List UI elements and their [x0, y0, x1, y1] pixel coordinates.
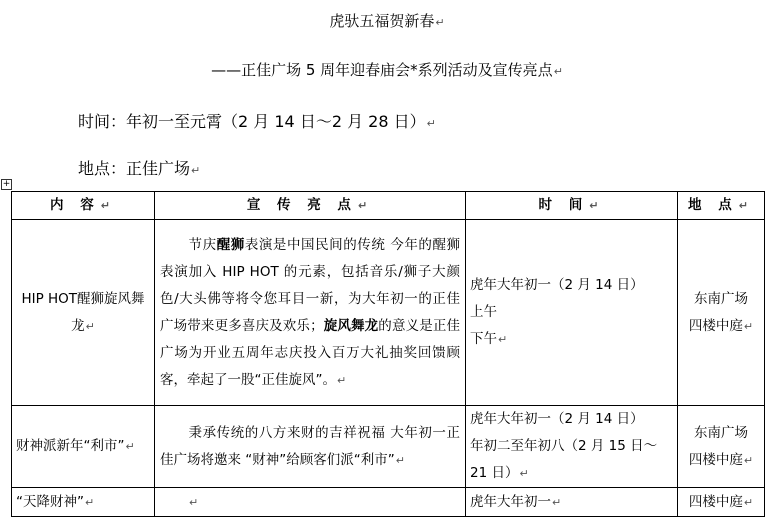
activity-name-text: “天降财神” [16, 493, 84, 510]
highlight-text: 表演是中国民间的传统 今年的醒狮表演加入 HIP HOT 的元素，包括音乐/狮子大颜色/大头佛等将令您耳目一新，为大年初一的正佳广场带来更多喜庆及欢乐； [160, 236, 461, 334]
activity-table [11, 191, 765, 517]
header-time: 时 间↵ [466, 192, 678, 220]
activity-highlights [155, 488, 466, 517]
paragraph-mark: ↵ [191, 164, 201, 177]
time-label: 时间： [78, 112, 127, 131]
place-label: 地点： [78, 159, 127, 178]
paragraph-mark: ↵ [125, 440, 135, 453]
highlight-text: 节庆 [188, 236, 217, 253]
place-value: 正佳广场 [126, 159, 191, 178]
activity-name-text: 财神派新年“利市” [16, 438, 125, 454]
time-line-text: 虎年大年初一（2 月 14 日） [470, 277, 644, 293]
time-value: 年初一至元霄（2 月 14 日～2 月 28 日） [126, 112, 426, 131]
highlight-text: 旋风舞龙 [323, 317, 379, 334]
place-line [78, 156, 200, 179]
place-line-text: 四楼中庭↵ [688, 493, 754, 510]
activity-place [678, 220, 765, 406]
place-line-text: 东南广场 [694, 290, 748, 307]
paragraph-mark: ↵ [743, 495, 754, 509]
activity-highlights [155, 406, 466, 488]
paragraph-mark: ↵ [553, 65, 563, 78]
place-line-text: 四楼中庭↵ [688, 317, 754, 334]
paragraph-mark: ↵ [435, 16, 445, 29]
paragraph-mark: ↵ [337, 373, 347, 387]
activity-name-text: HIP HOT醒狮旋风舞龙 [21, 290, 145, 334]
paragraph-mark: ↵ [498, 333, 508, 346]
table-row [12, 220, 765, 406]
table-move-handle-icon[interactable]: + [2, 179, 11, 189]
highlight-text: 的意义是正佳广场为开业五周年志庆投入百万大礼抽奖回馈顾客，牵起了一股“正佳旋风”。 [160, 317, 461, 388]
time-line-text: 年初二至年初八（2 月 15 日～21 日）↵ [470, 438, 658, 481]
paragraph-mark: ↵ [85, 319, 95, 333]
paragraph-mark: ↵ [743, 319, 754, 333]
time-line-text: 虎年大年初一↵ [470, 493, 562, 510]
activity-highlights [155, 220, 466, 406]
activity-name [12, 488, 155, 517]
paragraph-mark: ↵ [189, 495, 199, 509]
paragraph-mark: ↵ [426, 117, 436, 130]
paragraph-mark: ↵ [85, 495, 95, 509]
document-subtitle [0, 59, 774, 80]
activity-place [678, 406, 765, 488]
activity-time [466, 488, 678, 517]
highlight-text: 秉承传统的八方来财的吉祥祝福 大年初一正佳广场将邀来 “财神”给顾客们派“利市” [160, 424, 460, 468]
paragraph-mark: ↵ [552, 495, 562, 509]
activity-name [12, 220, 155, 406]
paragraph-mark: ↵ [743, 453, 754, 467]
paragraph-mark: ↵ [519, 467, 529, 480]
time-line-text: 下午↵ [470, 331, 508, 347]
activity-time [466, 220, 678, 406]
title-text: 虎驮五福贺新春 [329, 12, 435, 30]
document-title [0, 10, 774, 31]
subtitle-text: ——正佳广场 5 周年迎春庙会*系列活动及宣传亮点 [211, 61, 553, 79]
header-content: 内 容↵ [12, 192, 155, 220]
table-header-row [12, 192, 765, 220]
time-line [78, 109, 436, 132]
place-line-text: 四楼中庭↵ [688, 451, 754, 468]
paragraph-mark: ↵ [395, 453, 405, 467]
table-row [12, 406, 765, 488]
activity-name [12, 406, 155, 488]
table-row [12, 488, 765, 517]
place-line-text: 东南广场 [694, 424, 748, 441]
activity-place [678, 488, 765, 517]
header-highlights: 宣 传 亮 点↵ [155, 192, 466, 220]
activity-time [466, 406, 678, 488]
header-place: 地 点↵ [678, 192, 765, 220]
highlight-text: 醒狮 [216, 236, 245, 253]
time-line-text: 虎年大年初一（2 月 14 日） [470, 411, 644, 427]
time-line-text: 上午 [470, 304, 497, 320]
